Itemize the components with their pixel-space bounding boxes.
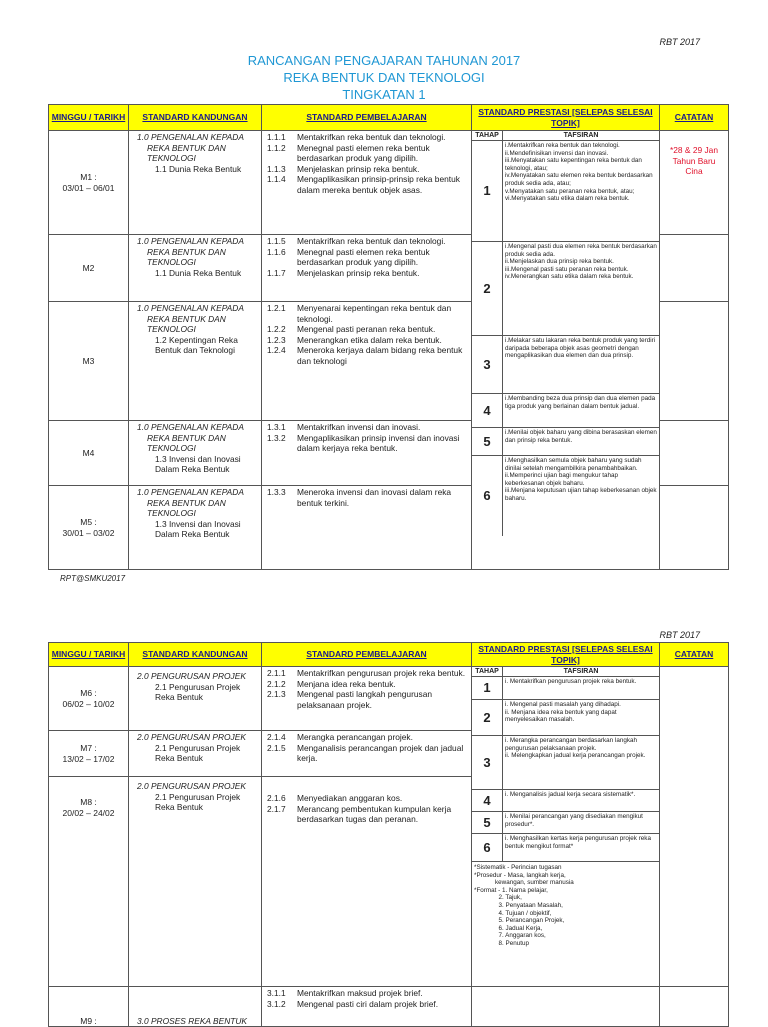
note-line: 3. Penyataan Masalah, <box>474 901 563 909</box>
sp-code: 2.1.2 <box>267 678 286 689</box>
sp-item <box>267 732 468 743</box>
sp-text: Menjana idea reka bentuk. <box>297 678 396 689</box>
prestasi-item: i.Menilai objek baharu yang dibina berasaskan elemen dan prinsip reka bentuk. <box>505 429 657 444</box>
catatan-cell <box>660 131 729 235</box>
sp-code: 1.2.1 <box>267 303 286 313</box>
sk-cell <box>129 731 262 777</box>
note-line: 5. Perancangan Projek, <box>474 917 565 925</box>
minggu-text: M8 : 20/02 – 24/02 <box>62 797 115 818</box>
sp-item <box>267 247 468 268</box>
prestasi-level: 3 <box>472 736 503 790</box>
sp-item <box>267 804 468 825</box>
prestasi-desc <box>503 736 660 790</box>
note-line: 6. Jadual Kerja, <box>474 924 543 932</box>
sp-item <box>267 433 468 454</box>
prestasi-desc <box>503 428 660 456</box>
sp-text: Menganalisis perancangan projek dan jadual kerja. <box>297 742 464 763</box>
minggu-cell <box>49 777 129 987</box>
minggu-text: M4 <box>82 447 95 458</box>
prestasi-desc <box>503 456 660 536</box>
title-line: TINGKATAN 1 <box>342 87 426 102</box>
sp-code: 1.3.1 <box>267 422 286 432</box>
prestasi-item: ii. Menjana idea reka bentuk yang dapat menyelesaikan masalah. <box>505 708 617 724</box>
sp-text: Menjelaskan prinsip reka bentuk. <box>297 163 420 174</box>
sp-item <box>267 335 468 346</box>
sp-text: Mentakrifkan reka bentuk dan teknologi. <box>297 132 446 142</box>
col-header-sk: STANDARD KANDUNGAN <box>129 105 262 131</box>
prestasi-item: i. Mentakrifkan pengurusan projek reka bentuk. <box>505 678 637 685</box>
sp-cell <box>262 131 472 235</box>
prestasi-item: ii. Melengkapkan jadual kerja perancangan projek. <box>505 752 646 760</box>
prestasi-item: iv.Menerangkan satu etika dalam reka bentuk. <box>505 273 634 281</box>
catatan-cell <box>660 987 729 1027</box>
note-line: 4. Tujuan / objektif, <box>474 909 552 917</box>
prestasi-level: 6 <box>472 456 503 536</box>
sp-item <box>267 422 468 433</box>
sp-text: Meneroka invensi dan inovasi dalam reka bentuk terkini. <box>297 487 452 508</box>
col-header-sk: STANDARD KANDUNGAN <box>129 643 262 667</box>
sk-subtopic: 2.1 Pengurusan Projek Reka Bentuk <box>155 681 241 702</box>
sp-text: Mengaplikasikan prinsip-prinsip reka bentuk dalam mereka bentuk objek asas. <box>297 174 460 195</box>
sp-item <box>267 988 468 999</box>
prestasi-desc <box>503 812 660 834</box>
prestasi-level: 5 <box>472 812 503 834</box>
sp-code: 3.1.1 <box>267 988 286 998</box>
sp-item <box>267 487 468 508</box>
sp-cell <box>262 235 472 302</box>
prestasi-desc <box>503 141 660 242</box>
prestasi-cell <box>472 667 660 987</box>
prestasi-level: 2 <box>472 700 503 736</box>
prestasi-item: i. Merangka perancangan berdasarkan langkah pengurusan pelaksanaan projek. <box>505 737 637 752</box>
prestasi-item: i. Menilai perancangan yang disediakan mengikut prosedur*. <box>505 813 643 828</box>
col-header-catatan: CATATAN <box>660 643 729 667</box>
sk-cell <box>129 667 262 731</box>
header-rbt-label: RBT 2017 <box>659 630 700 640</box>
sp-code: 2.1.5 <box>267 742 286 753</box>
title-line: RANCANGAN PENGAJARAN TAHUNAN 2017 <box>247 53 521 68</box>
sk-subtopic: 2.1 Pengurusan Projek Reka Bentuk <box>155 742 241 763</box>
minggu-cell <box>49 486 129 570</box>
prestasi-item: v.Menyatakan satu peranan reka bentuk, atau; <box>505 187 635 195</box>
sp-text: Mentakrifkan maksud projek brief. <box>297 988 423 998</box>
tafsiran-header: TAFSIRAN <box>563 132 599 139</box>
sp-item <box>267 236 468 247</box>
sp-item <box>267 679 468 690</box>
col-header-sp: STANDARD PEMBELAJARAN <box>262 643 472 667</box>
col-header-minggu: MINGGU / TARIKH <box>49 105 129 131</box>
sp-code: 2.1.1 <box>267 668 286 678</box>
minggu-text: M5 : 30/01 – 03/02 <box>62 517 115 538</box>
sk-subtopic: 1.3 Invensi dan Inovasi Dalam Reka Bentuk <box>155 518 241 539</box>
sp-text: Mentakrifkan reka bentuk dan teknologi. <box>297 236 446 246</box>
prestasi-item: vi.Menyatakan satu etika dalam reka bentuk. <box>505 195 630 203</box>
sp-text: Menyenarai kepentingan reka bentuk dan teknologi. <box>297 303 452 324</box>
prestasi-item: i. Menganalisis jadual kerja secara sistematik*. <box>505 791 636 798</box>
prestasi-item: iii.Mengenal pasti satu peranan reka bentuk. <box>505 265 629 273</box>
sk-cell <box>129 235 262 302</box>
sp-text: Menyediakan anggaran kos. <box>297 793 403 803</box>
sp-code: 1.3.3 <box>267 487 286 497</box>
sp-text: Mengenal pasti langkah pengurusan pelaksanaan projek. <box>297 689 433 710</box>
sk-cell <box>129 777 262 987</box>
prestasi-level: 1 <box>472 141 503 242</box>
sk-cell <box>129 486 262 570</box>
col-header-sp: STANDARD PEMBELAJARAN <box>262 105 472 131</box>
minggu-cell <box>49 302 129 421</box>
sp-text: Merancang pembentukan kumpulan kerja berdasarkan tugas dan peranan. <box>297 803 452 824</box>
footer-label: RPT@SMKU2017 <box>60 574 126 583</box>
note-line: *Sistematik - Perincian tugasan <box>474 864 562 871</box>
sp-item <box>267 174 468 195</box>
sp-cell <box>262 777 472 987</box>
minggu-text: M9 : <box>80 1015 97 1026</box>
prestasi-item: i.Mentakrifkan reka bentuk dan teknologi. <box>505 142 620 149</box>
prestasi-level: 6 <box>472 834 503 862</box>
sp-code: 2.1.3 <box>267 689 286 699</box>
sk-subtopic: 1.2 Kepentingan Reka Bentuk dan Teknologi <box>155 334 238 355</box>
prestasi-desc <box>503 834 660 862</box>
sk-subtopic: 1.3 Invensi dan Inovasi Dalam Reka Bentuk <box>155 453 241 474</box>
sk-line: REKA BENTUK DAN <box>147 497 226 508</box>
tahap-header: TAHAP <box>472 131 503 141</box>
sp-item <box>267 303 468 324</box>
minggu-cell <box>49 987 129 1027</box>
document-title <box>0 52 768 103</box>
sk-subtopic: 1.1 Dunia Reka Bentuk <box>155 267 242 278</box>
sp-item <box>267 668 468 679</box>
minggu-cell <box>49 131 129 235</box>
prestasi-table <box>472 131 659 536</box>
sp-text: Menegnal pasti elemen reka bentuk berdasarkan produk yang dipilih. <box>297 246 430 267</box>
title-line: REKA BENTUK DAN TEKNOLOGI <box>283 70 485 85</box>
prestasi-item: iii.Menyatakan satu kepentingan reka bentuk dan teknologi, atau; <box>505 157 642 172</box>
sk-heading: 1.0 PENGENALAN KEPADA <box>137 132 244 142</box>
minggu-cell <box>49 421 129 486</box>
sp-code: 1.1.2 <box>267 142 286 153</box>
prestasi-notes <box>472 862 659 950</box>
sp-code: 1.3.2 <box>267 432 286 443</box>
tahap-header: TAHAP <box>472 667 503 677</box>
prestasi-item: i.Mengenal pasti dua elemen reka bentuk berdasarkan produk sedia ada. <box>505 243 657 258</box>
sk-line: TEKNOLOGI <box>147 508 196 518</box>
sp-cell <box>262 987 472 1027</box>
sp-item <box>267 345 468 366</box>
sp-text: Mentakrifkan invensi dan inovasi. <box>297 422 421 432</box>
note-line: kewangan, sumber manusia <box>474 879 574 887</box>
sp-code: 1.1.4 <box>267 174 286 184</box>
sp-code: 1.1.6 <box>267 246 286 257</box>
sp-cell <box>262 731 472 777</box>
sp-item <box>267 132 468 143</box>
rpt-table-page1 <box>48 104 729 570</box>
sp-text: Merangka perancangan projek. <box>297 732 413 742</box>
note-line: *Format - 1. Nama pelajar, <box>474 886 548 894</box>
minggu-cell <box>49 731 129 777</box>
note-line: 7. Anggaran kos, <box>474 932 546 940</box>
prestasi-level: 4 <box>472 394 503 428</box>
sp-item <box>267 689 468 710</box>
sp-text: Mengenal pasti ciri dalam projek brief. <box>297 998 439 1009</box>
sp-text: Menjelaskan prinsip reka bentuk. <box>297 267 420 278</box>
sk-heading: 1.0 PENGENALAN KEPADA <box>137 236 244 246</box>
prestasi-item: iii.Menjana keputusan ujian tahap keberkesanan objek baharu. <box>505 487 657 502</box>
sk-heading: 2.0 PENGURUSAN PROJEK <box>137 671 246 681</box>
col-header-prestasi: STANDARD PRESTASI [SELEPAS SELESAI TOPIK] <box>472 643 660 667</box>
note-line: *Prosedur - Masa, langkah kerja, <box>474 871 566 879</box>
minggu-text: M6 : 06/02 – 10/02 <box>62 688 115 709</box>
minggu-text: M3 <box>82 355 95 366</box>
prestasi-cell <box>472 987 660 1027</box>
prestasi-item: i.Melakar satu lakaran reka bentuk produk yang terdiri daripada beberapa objek asas geometri dengan mengaplikasikan dua elemen dan dua prinsip. <box>505 337 656 360</box>
sk-line: REKA BENTUK DAN <box>147 313 226 324</box>
sp-code: 1.2.3 <box>267 334 286 345</box>
prestasi-desc <box>503 336 660 394</box>
prestasi-desc <box>503 242 660 336</box>
prestasi-item: ii.Menjelaskan dua prinsip reka bentuk. <box>505 258 614 266</box>
prestasi-desc <box>503 677 660 700</box>
prestasi-desc <box>503 700 660 736</box>
sk-line: TEKNOLOGI <box>147 324 196 334</box>
prestasi-item: i. Menghasilkan kertas kerja pengurusan projek reka bentuk mengikut format* <box>505 835 651 850</box>
sp-text: Menerangkan etika dalam reka bentuk. <box>297 334 442 345</box>
prestasi-table <box>472 667 659 950</box>
sp-code: 1.1.5 <box>267 236 286 246</box>
sp-text: Meneroka kerjaya dalam bidang reka bentuk dan teknologi <box>297 345 463 366</box>
sp-item <box>267 999 468 1010</box>
sk-line: REKA BENTUK DAN <box>147 246 226 257</box>
sp-text: Mengaplikasikan prinsip invensi dan inovasi dalam kerjaya reka bentuk. <box>297 432 460 453</box>
sp-code: 2.1.4 <box>267 732 286 742</box>
sk-heading: 1.0 PENGENALAN KEPADA <box>137 487 244 497</box>
sp-code: 3.1.2 <box>267 998 286 1009</box>
sk-cell <box>129 131 262 235</box>
prestasi-level: 1 <box>472 677 503 700</box>
sp-text: Mentakrifkan pengurusan projek reka bentuk. <box>297 668 466 678</box>
minggu-cell <box>49 235 129 302</box>
minggu-cell <box>49 667 129 731</box>
prestasi-item: ii.Mendefinisikan invensi dan inovasi. <box>505 149 609 157</box>
sk-cell <box>129 987 262 1027</box>
sk-cell <box>129 302 262 421</box>
tafsiran-header: TAFSIRAN <box>563 668 599 675</box>
sk-heading: 3.0 PROSES REKA BENTUK <box>137 1015 247 1026</box>
prestasi-cell <box>472 131 660 570</box>
sk-cell <box>129 421 262 486</box>
sp-item <box>267 143 468 164</box>
prestasi-desc <box>503 394 660 428</box>
sp-code: 1.1.3 <box>267 163 286 174</box>
sk-line: REKA BENTUK DAN <box>147 142 226 153</box>
sp-cell <box>262 667 472 731</box>
rpt-table-page2 <box>48 642 729 1027</box>
sp-code: 2.1.7 <box>267 803 286 814</box>
sp-code: 2.1.6 <box>267 793 286 803</box>
col-header-prestasi: STANDARD PRESTASI [SELEPAS SELESAI TOPIK] <box>472 105 660 131</box>
sp-cell <box>262 421 472 486</box>
sp-code: 1.2.2 <box>267 324 286 334</box>
prestasi-item: i.Menghasilkan semula objek baharu yang sudah dinilai setelah mengambilkira penambahbaikan. <box>505 457 642 472</box>
catatan-cell <box>660 667 729 987</box>
sk-line: TEKNOLOGI <box>147 257 196 267</box>
sp-item <box>267 268 468 279</box>
sp-cell <box>262 302 472 421</box>
minggu-text: M7 : 13/02 – 17/02 <box>62 743 115 764</box>
sk-heading: 1.0 PENGENALAN KEPADA <box>137 303 244 313</box>
prestasi-item: i.Membanding beza dua prinsip dan dua elemen pada tiga produk yang berlainan dalam bentuk jadual. <box>505 395 656 410</box>
sk-heading: 2.0 PENGURUSAN PROJEK <box>137 732 246 742</box>
sk-heading: 1.0 PENGENALAN KEPADA <box>137 422 244 432</box>
prestasi-item: iv.Menyatakan satu elemen reka bentuk berdasarkan produk sedia ada, atau; <box>505 172 653 187</box>
col-header-catatan: CATATAN <box>660 105 729 131</box>
prestasi-level: 2 <box>472 242 503 336</box>
prestasi-item: ii.Memperinci ujian bagi mengukur tahap keberkesanan objek baharu. <box>505 472 619 487</box>
sk-line: TEKNOLOGI <box>147 443 196 453</box>
catatan-text: *28 & 29 Jan Tahun Baru Cina <box>670 145 718 176</box>
sk-heading: 2.0 PENGURUSAN PROJEK <box>137 781 246 791</box>
col-header-minggu: MINGGU / TARIKH <box>49 643 129 667</box>
sp-text: Menegnal pasti elemen reka bentuk berdasarkan produk yang dipilih. <box>297 142 430 163</box>
sp-code: 1.2.4 <box>267 345 286 355</box>
sp-item <box>267 164 468 175</box>
sp-item <box>267 743 468 764</box>
minggu-text: M2 <box>82 262 95 273</box>
sp-cell <box>262 486 472 570</box>
sk-subtopic: 2.1 Pengurusan Projek Reka Bentuk <box>155 791 241 812</box>
note-line: 8. Penutup <box>474 939 529 947</box>
prestasi-level: 5 <box>472 428 503 456</box>
sk-line: REKA BENTUK DAN <box>147 432 226 443</box>
catatan-cell <box>660 421 729 486</box>
sp-code: 1.1.1 <box>267 132 286 142</box>
catatan-cell <box>660 302 729 421</box>
prestasi-item: i. Mengenal pasti masalah yang dihadapi. <box>505 701 621 708</box>
catatan-cell <box>660 486 729 570</box>
sk-subtopic: 1.1 Dunia Reka Bentuk <box>155 163 242 174</box>
sp-item <box>267 793 468 804</box>
sp-item <box>267 324 468 335</box>
header-rbt-label: RBT 2017 <box>659 37 700 47</box>
catatan-cell <box>660 235 729 302</box>
sp-text: Mengenal pasti peranan reka bentuk. <box>297 324 436 334</box>
sp-code: 1.1.7 <box>267 267 286 278</box>
prestasi-desc <box>503 790 660 812</box>
prestasi-level: 3 <box>472 336 503 394</box>
minggu-text: M1 : 03/01 – 06/01 <box>62 172 115 193</box>
prestasi-level: 4 <box>472 790 503 812</box>
sk-line: TEKNOLOGI <box>147 153 196 163</box>
note-line: 2. Tajuk, <box>474 894 522 902</box>
